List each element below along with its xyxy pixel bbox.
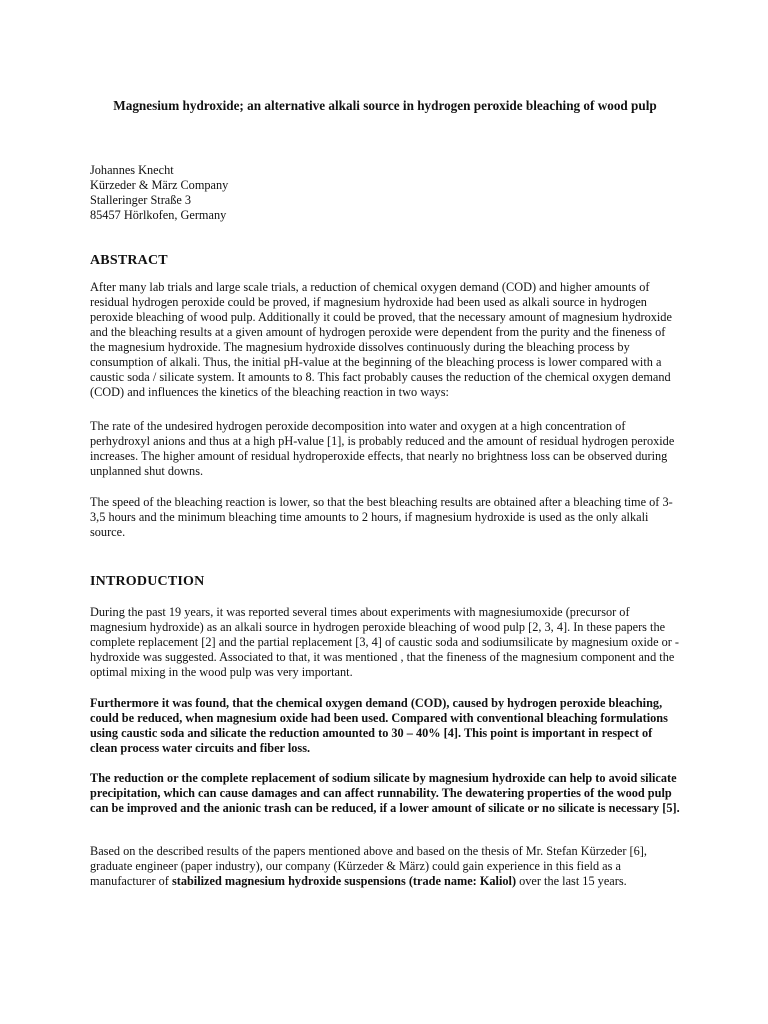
introduction-heading: INTRODUCTION bbox=[90, 574, 205, 589]
introduction-paragraph-1: During the past 19 years, it was reported several times about experiments with magnesiumoxide (precursor of magnesium hydroxide) as an alkali source in hydrogen peroxide bleaching of wood pulp [2, 3, 4]. In these papers the complete replacement [2] and the partial replacement [3, 4] of caustic soda and sodiumsilicate by magnesium oxide or -hydroxide was suggested. Associated to that, it was mentioned , that the fineness of the magnesium component and the optimal mixing in the wood pulp was very important. bbox=[90, 605, 680, 679]
abstract-heading: ABSTRACT bbox=[90, 253, 168, 268]
author-city: 85457 Hörlkofen, Germany bbox=[90, 208, 227, 222]
introduction-paragraph-3: The reduction or the complete replacement of sodium silicate by magnesium hydroxide can help to avoid silicate precipitation, which can cause damages and can affect runnability. The dewatering properties of the wood pulp can be improved and the anionic trash can be reduced, if a lower amount of silicate or no silicate is necessary [5]. bbox=[90, 771, 680, 815]
intro-p4-text-end: over the last 15 years. bbox=[516, 874, 627, 888]
intro-p4-text-start: Based on the described results of the papers mentioned above and based on the thesis of Mr. Stefan Kürzeder [6], graduate engineer (paper industry), our company (Kürzeder & März) could gain experience in this field as a manufacturer of bbox=[90, 844, 647, 888]
author-company: Kürzeder & März Company bbox=[90, 178, 229, 192]
intro-p4-bold-text: stabilized magnesium hydroxide suspensions (trade name: Kaliol) bbox=[171, 874, 517, 888]
introduction-paragraph-4 bbox=[90, 844, 680, 889]
introduction-paragraph-2: Furthermore it was found, that the chemical oxygen demand (COD), caused by hydrogen peroxide bleaching, could be reduced, when magnesium oxide had been used. Compared with conventional bleaching formulations using caustic soda and silicate the reduction amounted to 30 – 40% [4]. This point is important in respect of clean process water circuits and fiber loss. bbox=[90, 696, 668, 755]
abstract-paragraph-2: The rate of the undesired hydrogen peroxide decomposition into water and oxygen at a high concentration of perhydroxyl anions and thus at a high pH-value [1], is probably reduced and the amount of residual hydrogen peroxide increases. The higher amount of residual hydroperoxide effects, that nearly no brightness loss can be observed during unplanned shut downs. bbox=[90, 419, 675, 478]
abstract-paragraph-1: After many lab trials and large scale trials, a reduction of chemical oxygen demand (COD) and higher amounts of residual hydrogen peroxide could be proved, if magnesium hydroxide had been used as alkali source in hydrogen peroxide bleaching of wood pulp. Additionally it could be proved, that the necessary amount of magnesium hydroxide and the bleaching results at a given amount of hydrogen peroxide were dependent from the purity and the fineness of the magnesium hydroxide. The magnesium hydroxide dissolves continuously during the bleaching process by consumption of alkali. Thus, the initial pH-value at the beginning of the bleaching process is lower compared with a caustic soda / silicate system. It amounts to 8. This fact probably causes the reduction of the chemical oxygen demand (COD) and influences the kinetics of the bleaching reaction in two ways: bbox=[90, 280, 672, 399]
abstract-paragraph-3: The speed of the bleaching reaction is lower, so that the best bleaching results are obtained after a bleaching time of 3-3,5 hours and the minimum bleaching time amounts to 2 hours, if magnesium hydroxide is used as the only alkali source. bbox=[90, 495, 673, 539]
paper-title: Magnesium hydroxide; an alternative alkali source in hydrogen peroxide bleaching of wood pulp bbox=[113, 98, 657, 113]
author-street: Stalleringer Straße 3 bbox=[90, 193, 192, 207]
author-name: Johannes Knecht bbox=[90, 163, 174, 177]
author-block bbox=[90, 163, 228, 223]
